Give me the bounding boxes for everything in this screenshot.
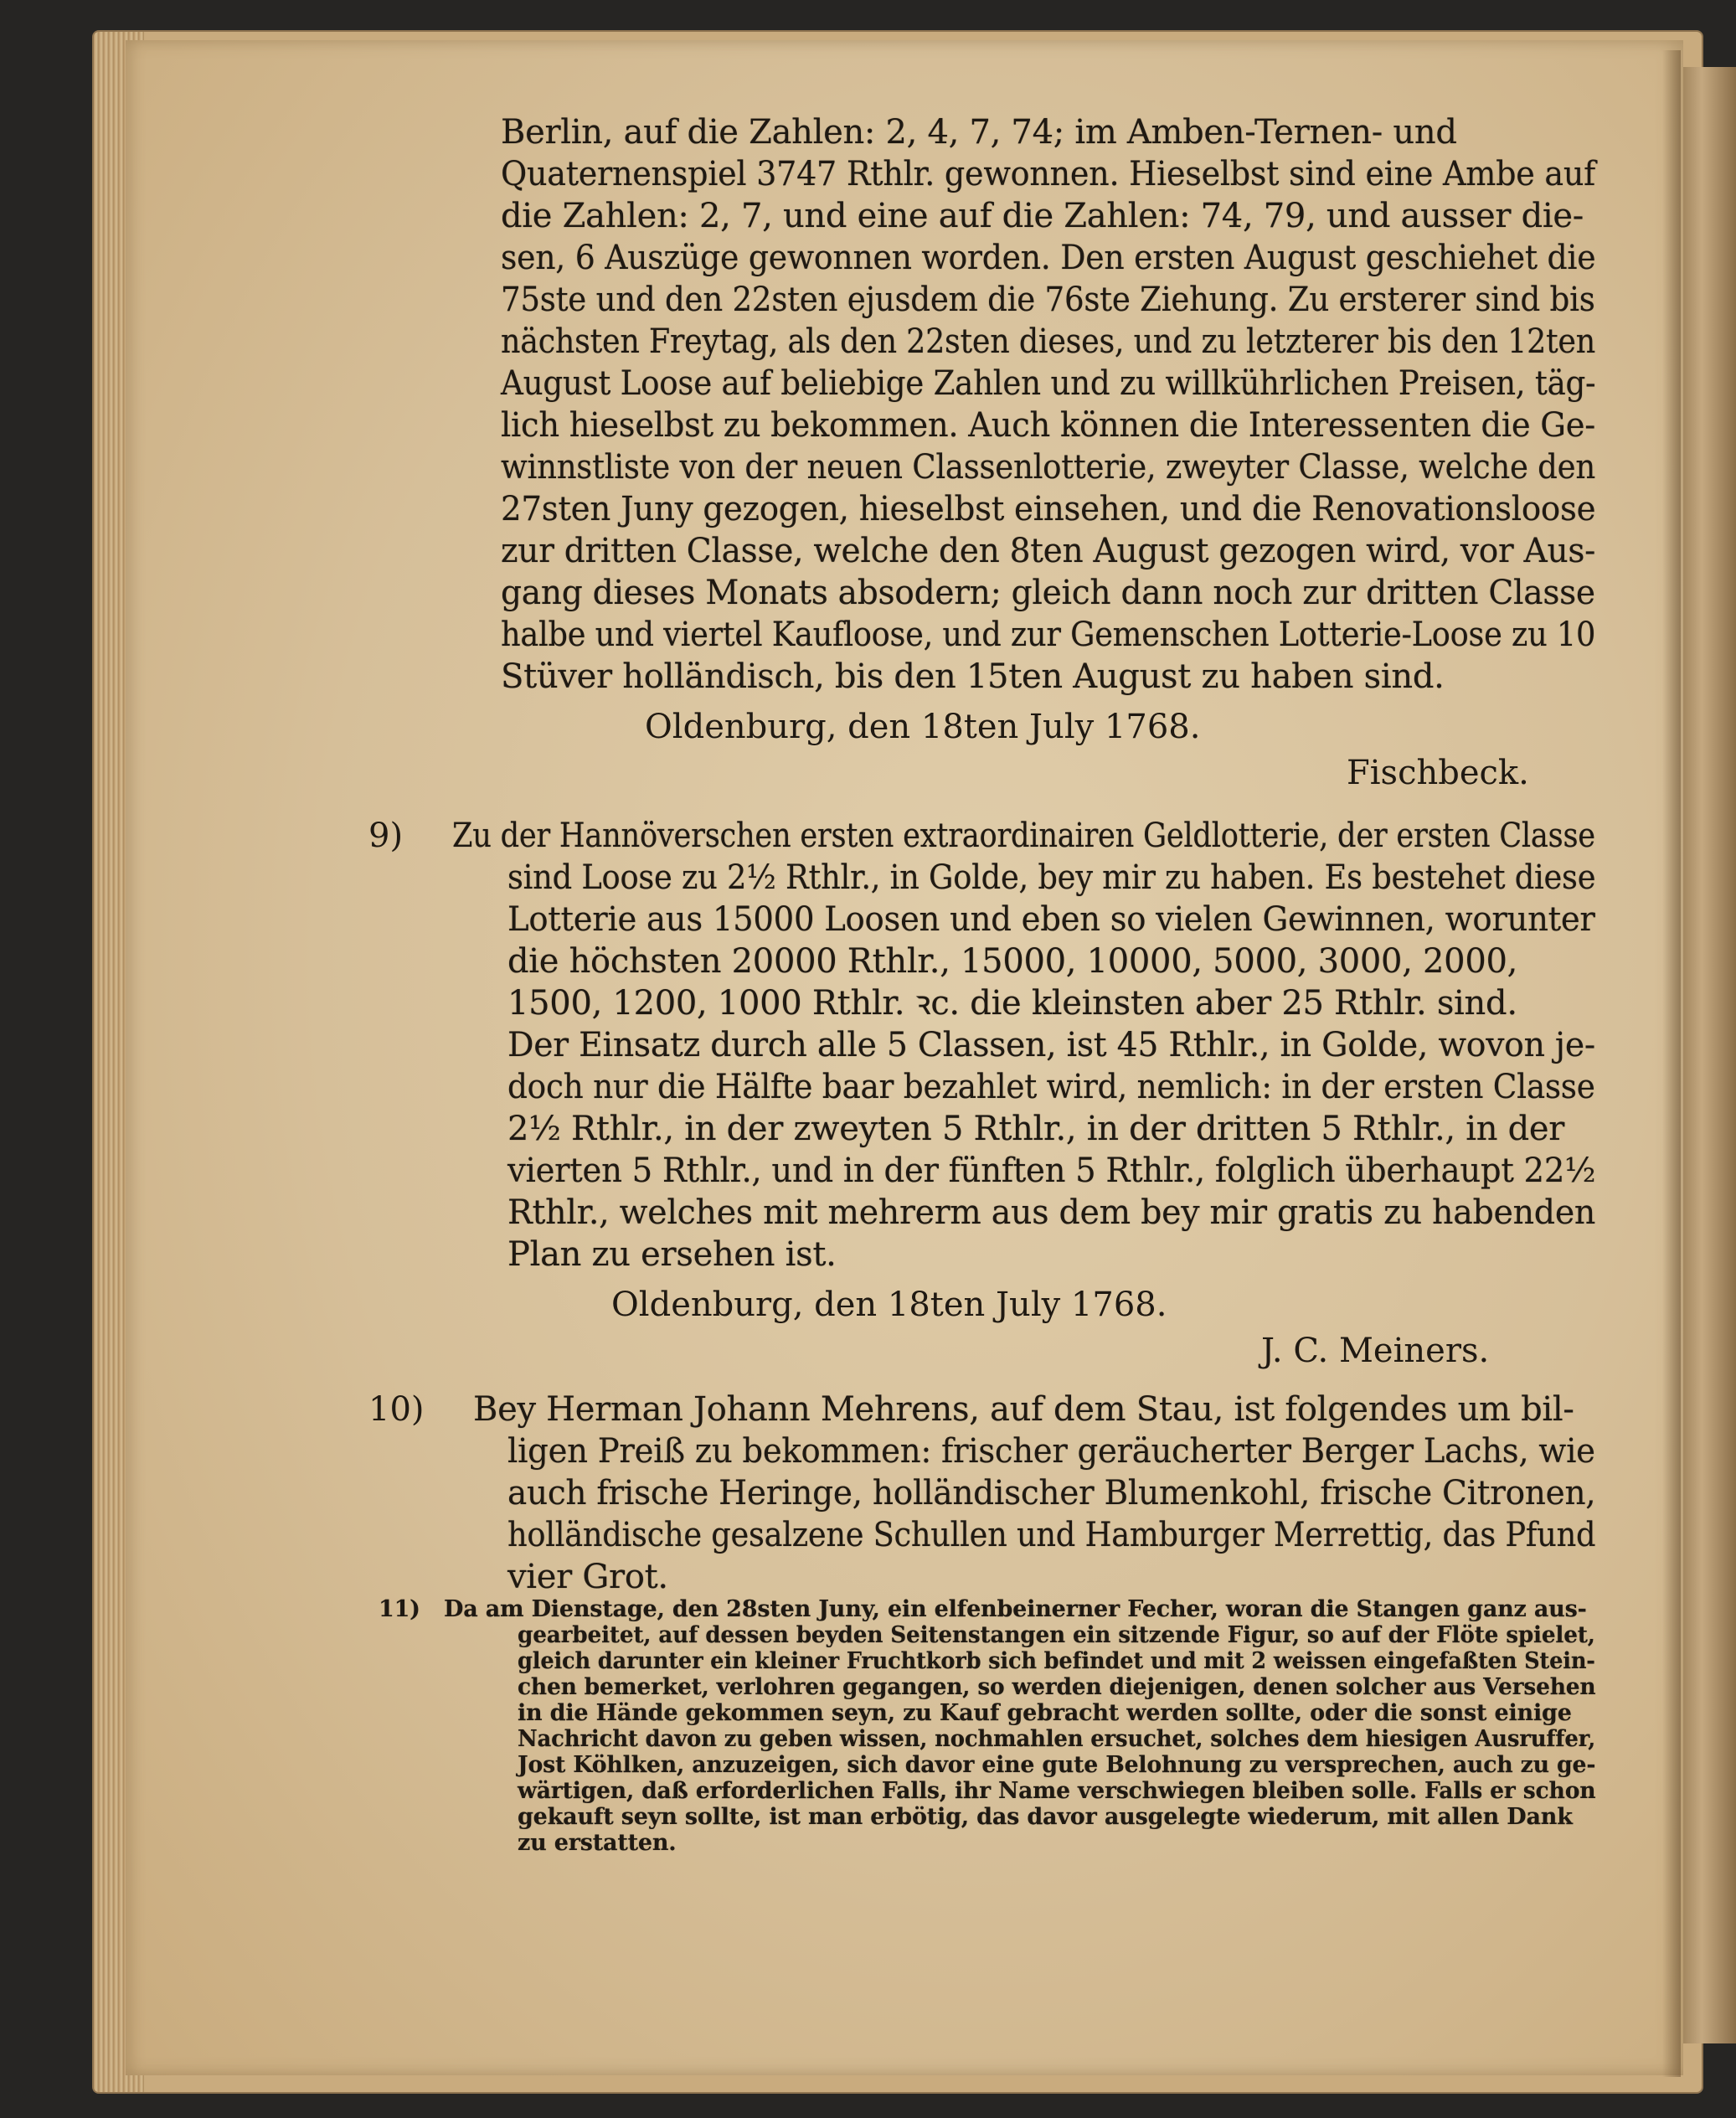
entry9-signature: J. C. Meiners. — [1261, 1332, 1490, 1370]
entry10-line: holländische gesalzene Schullen und Hamburger Merrettig, das Pfund — [507, 1516, 1596, 1554]
entry8-line: Berlin, auf die Zahlen: 2, 4, 7, 74; im Amben-Ternen- und — [501, 113, 1457, 152]
entry11-line: gekauft seyn sollte, ist man erbötig, das davor ausgelegte wiederum, mit allen Dank — [518, 1804, 1573, 1830]
entry9-line: Plan zu ersehen ist. — [507, 1235, 837, 1274]
entry8-signature: Fischbeck. — [1347, 754, 1529, 792]
entry8-line: zur dritten Classe, welche den 8ten August gezogen wird, vor Aus- — [501, 532, 1596, 570]
entry8-line: nächsten Freytag, als den 22sten dieses, und zu letzterer bis den 12ten — [501, 322, 1596, 361]
entry8-line: halbe und viertel Kaufloose, und zur Gemenschen Lotterie-Loose zu 10 — [501, 616, 1596, 654]
entry9-line: Der Einsatz durch alle 5 Classen, ist 45 Rthlr., in Golde, wovon je- — [507, 1026, 1595, 1064]
entry11-line: in die Hände gekommen seyn, zu Kauf gebracht werden sollte, oder die sonst einige — [518, 1700, 1572, 1726]
entry9-line: Rthlr., welches mit mehrerm aus dem bey mir gratis zu habenden — [507, 1193, 1596, 1232]
entry8-dateline: Oldenburg, den 18ten July 1768. — [645, 708, 1201, 746]
entry9-line: vierten 5 Rthlr., und in der fünften 5 Rthlr., folglich überhaupt 22½ — [507, 1152, 1596, 1190]
entry9-line: 2½ Rthlr., in der zweyten 5 Rthlr., in der dritten 5 Rthlr., in der — [507, 1110, 1565, 1148]
entry8-line: die Zahlen: 2, 7, und eine auf die Zahlen: 74, 79, und ausser die- — [501, 197, 1584, 235]
entry9-line: Zu der Hannöverschen ersten extraordinairen Geldlotterie, der ersten Classe — [452, 817, 1595, 855]
entry11-line: zu erstatten. — [518, 1830, 677, 1856]
entry9-line: doch nur die Hälfte baar bezahlet wird, nemlich: in der ersten Classe — [507, 1068, 1595, 1106]
entry8-line: winnstliste von der neuen Classenlotterie, zweyter Classe, welche den — [501, 448, 1595, 487]
entry9-line: Lotterie aus 15000 Loosen und eben so vielen Gewinnen, worunter — [507, 900, 1595, 939]
entry10-line: vier Grot. — [507, 1558, 668, 1596]
entry11-line: Da am Dienstage, den 28sten Juny, ein elfenbeinerner Fecher, woran die Stangen ganz aus- — [444, 1596, 1587, 1622]
entry10-number: 10) — [368, 1390, 425, 1429]
entry10-line: ligen Preiß zu bekommen: frischer geräucherter Berger Lachs, wie — [507, 1432, 1595, 1471]
entry11-line: gleich darunter ein kleiner Fruchtkorb sich befindet und mit 2 weissen eingefaßten Stein- — [518, 1648, 1595, 1674]
entry9-line: sind Loose zu 2½ Rthlr., in Golde, bey mir zu haben. Es bestehet diese — [507, 858, 1596, 897]
entry11-line: chen bemerket, verlohren gegangen, so werden diejenigen, denen solcher aus Versehen — [518, 1674, 1596, 1700]
entry10-line: Bey Herman Johann Mehrens, auf dem Stau, ist folgendes um bil- — [473, 1390, 1574, 1429]
entry9-line: 1500, 1200, 1000 Rthlr. ꝛc. die kleinsten aber 25 Rthlr. sind. — [507, 984, 1517, 1023]
entry8-line: gang dieses Monats absodern; gleich dann noch zur dritten Classe — [501, 574, 1595, 612]
entry8-line: lich hieselbst zu bekommen. Auch können die Interessenten die Ge- — [501, 406, 1595, 445]
entry9-number: 9) — [368, 817, 404, 855]
entry11-line: Nachricht davon zu geben wissen, nochmahlen ersuchet, solches dem hiesigen Ausruffer, — [518, 1726, 1596, 1752]
entry8-line: Quaternenspiel 3747 Rthlr. gewonnen. Hieselbst sind eine Ambe auf — [501, 155, 1595, 193]
entry11-line: Jost Köhlken, anzuzeigen, sich davor eine gute Belohnung zu versprechen, auch zu ge- — [518, 1752, 1596, 1778]
entry11-line: gearbeitet, auf dessen beyden Seitenstangen ein sitzende Figur, so auf der Flöte spielet, — [518, 1622, 1595, 1648]
entry9-dateline: Oldenburg, den 18ten July 1768. — [611, 1286, 1167, 1324]
entry11-number: 11) — [379, 1596, 420, 1622]
entry8-line: 27sten Juny gezogen, hieselbst einsehen, und die Renovationsloose — [501, 490, 1596, 528]
entry8-line: Stüver holländisch, bis den 15ten August zu haben sind. — [501, 657, 1445, 696]
entry10-line: auch frische Heringe, holländischer Blumenkohl, frische Citronen, — [507, 1474, 1596, 1512]
entry11-line: wärtigen, daß erforderlichen Falls, ihr Name verschwiegen bleiben solle. Falls er schon — [518, 1778, 1596, 1804]
entry8-line: 75ste und den 22sten ejusdem die 76ste Ziehung. Zu ersterer sind bis — [501, 281, 1595, 319]
entry8-line: sen, 6 Auszüge gewonnen worden. Den ersten August geschiehet die — [501, 239, 1596, 277]
entry9-line: die höchsten 20000 Rthlr., 15000, 10000, 5000, 3000, 2000, — [507, 942, 1518, 981]
entry8-line: August Loose auf beliebige Zahlen und zu willkührlichen Preisen, täg- — [501, 364, 1596, 403]
